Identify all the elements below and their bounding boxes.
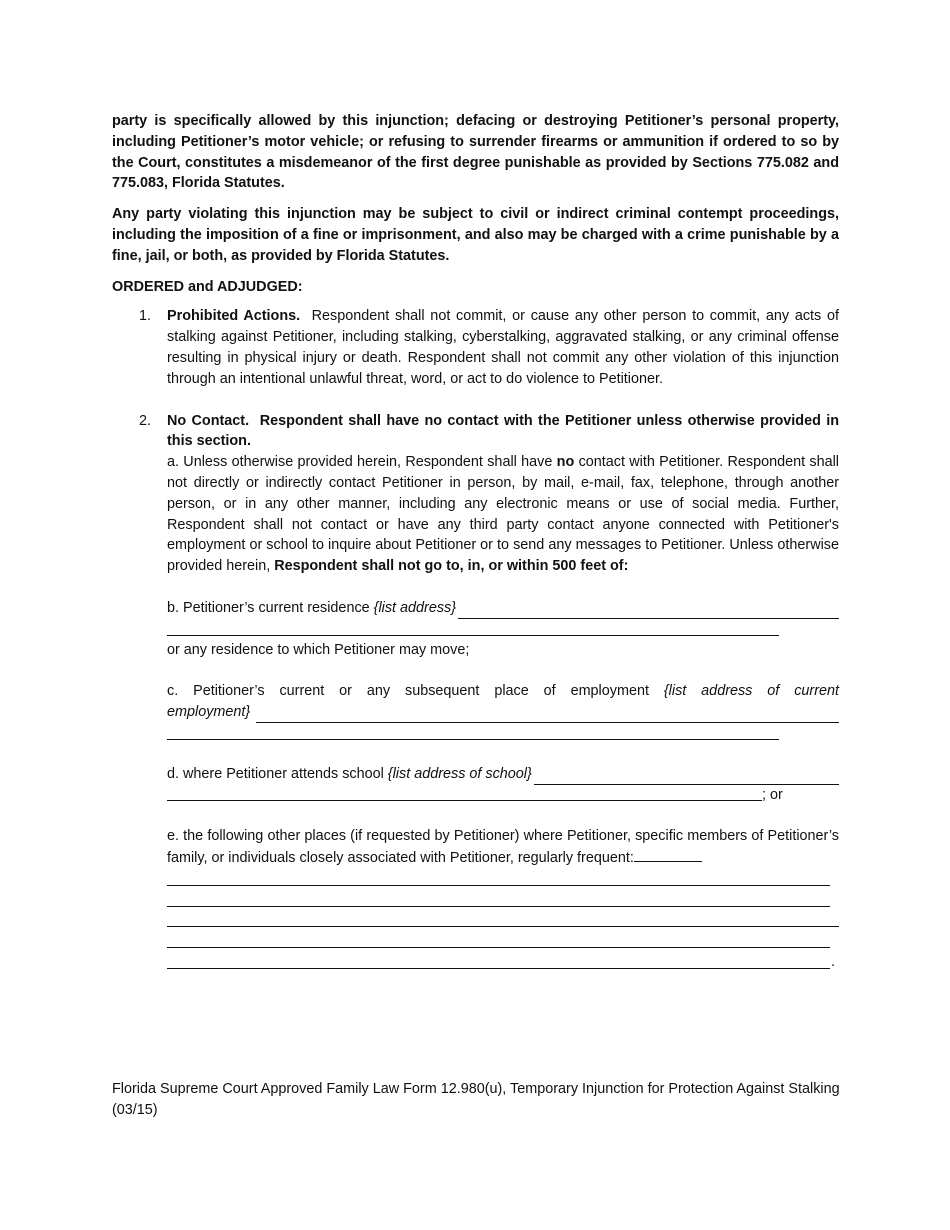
document-body	[112, 111, 839, 973]
subsection-d-tail: ; or	[762, 786, 783, 803]
subsection-e-end: .	[831, 954, 835, 971]
item-2-title-rest: Respondent shall have no contact with the Petitioner unless otherwise provided in this section.	[167, 412, 839, 450]
subsection-c-label: c. Petitioner’s current or any subsequent place of employment	[167, 683, 649, 700]
school-address-line[interactable]	[534, 769, 839, 785]
subsection-e-text	[167, 826, 839, 869]
employment-address-line[interactable]	[256, 707, 839, 723]
other-places-line-3[interactable]	[167, 911, 839, 932]
ordered-heading: ORDERED and ADJUDGED:	[112, 278, 303, 295]
item-prohibited-actions	[112, 306, 839, 389]
item-2-subsection-a	[167, 452, 839, 577]
subsection-a-text-1: a. Unless otherwise provided herein, Respondent shall have	[167, 454, 553, 471]
other-places-line-2[interactable]	[167, 890, 839, 911]
item-2-heading	[167, 411, 839, 453]
subsection-d-row	[167, 764, 839, 785]
subsection-a-bold-end: Respondent shall not go to, in, or within 500 feet of:	[274, 558, 629, 575]
intro-paragraph-2: Any party violating this injunction may be subject to civil or indirect criminal contempt proceedings, including the imposition of a fine or imprisonment, and also may be charged with a crime punishable by a fine, jail, or both, as provided by Florida Statutes.	[112, 206, 839, 264]
intro-paragraph-1: party is specifically allowed by this injunction; defacing or destroying Petitioner’s personal property, including Petitioner’s motor vehicle; or refusing to surrender firearms or ammunition if ordered to so by the Court, constitutes a misdemeanor of the first degree punishable as provided by Sections 775.082 and 775.083, Florida Statutes.	[112, 113, 839, 192]
subsection-b-row	[167, 598, 839, 619]
footer-form-title: Florida Supreme Court Approved Family Law Form 12.980(u), Temporary Injunction for Protection Against Stalking	[112, 1081, 840, 1097]
residence-address-line[interactable]	[458, 603, 839, 619]
subsection-b-after: or any residence to which Petitioner may move;	[167, 641, 470, 658]
item-1-number: 1.	[139, 308, 152, 325]
subsection-b-label: b. Petitioner’s current residence	[167, 599, 370, 616]
item-1-title: Prohibited Actions.	[167, 308, 301, 325]
subsection-c-hint-2: employment}	[167, 704, 251, 721]
item-2-title: No Contact.	[167, 412, 250, 429]
subsection-a-no: no	[556, 454, 575, 471]
subsection-c-row	[167, 681, 839, 702]
item-2-number: 2.	[139, 412, 152, 429]
subsection-a-text-2: contact with Petitioner. Respondent shall not directly or indirectly contact Petitioner in person, by mail, e-mail, fax, telephone, through another person, or in any other manner, including any electronic means or use of social media. Further, Respondent shall not contact or have any third party contact anyone connected with Petitioner's employment or school to inquire about Petitioner or to send any messages to Petitioner. Unless otherwise provided herein,	[167, 454, 840, 575]
subsection-c-hint-1: {list address of current	[663, 683, 839, 700]
subsection-d-label: d. where Petitioner attends school	[167, 765, 384, 782]
school-address-line-2[interactable]	[167, 785, 839, 806]
residence-address-line-2[interactable]	[167, 619, 839, 640]
other-places-line-4[interactable]	[167, 931, 839, 952]
subsection-b-hint: {list address}	[373, 599, 457, 616]
other-places-line-5[interactable]	[167, 952, 839, 973]
other-places-line-start[interactable]	[634, 847, 702, 862]
subsection-e-body: e. the following other places (if requested by Petitioner) where Petitioner, specific members of Petitioner’s family, or individuals closely associated with Petitioner, regularly frequent:	[167, 828, 839, 867]
subsection-c-row-2	[167, 702, 839, 723]
footer	[112, 1079, 852, 1121]
other-places-line-1[interactable]	[167, 869, 839, 890]
item-1-body: Respondent shall not commit, or cause any other person to commit, any acts of stalking against Petitioner, including stalking, cyberstalking, aggravated stalking, or any criminal offense resulting in physical injury or death. Respondent shall not commit any other violation of this injunction through an intentional unlawful threat, word, or act to do violence to Petitioner.	[167, 308, 839, 387]
employment-address-line-2[interactable]	[167, 723, 839, 744]
item-no-contact	[112, 411, 839, 973]
footer-form-date: (03/15)	[112, 1101, 158, 1118]
subsection-d-hint: {list address of school}	[387, 765, 532, 782]
